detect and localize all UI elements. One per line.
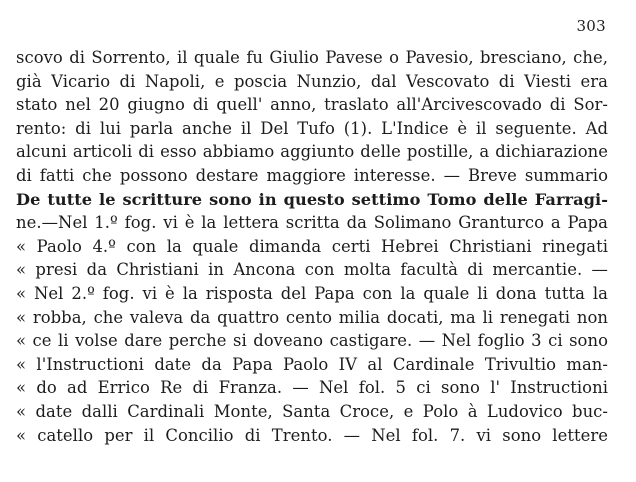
text-line: ne.—Nel 1.º fog. vi è la lettera scritta da Solimano Granturco a Papa <box>16 213 608 233</box>
bold-title-line: De tutte le scritture sono in questo settimo Tomo delle Farragi- <box>16 189 608 209</box>
quoted-line: « Nel 2.º fog. vi è la risposta del Papa con la quale li dona tutta la <box>16 283 608 303</box>
quoted-line: « catello per il Concilio di Trento. — Nel fol. 7. vi sono lettere <box>16 425 608 445</box>
quoted-line: « do ad Errico Re di Franza. — Nel fol. 5 ci sono l' Instructioni <box>16 378 608 398</box>
text-line: di fatti che possono destare maggiore interesse. — Breve summario <box>16 165 608 185</box>
quoted-line: « ce li volse dare perche si doveano castigare. — Nel foglio 3 ci sono <box>16 331 608 351</box>
text-line: stato nel 20 giugno di quell' anno, traslato all'Arcivescovado di Sor- <box>16 95 608 115</box>
quoted-line: « date dalli Cardinali Monte, Santa Croce, e Polo à Ludovico buc- <box>16 401 608 421</box>
text-line: rento: di lui parla anche il Del Tufo (1). L'Indice è il seguente. Ad <box>16 118 608 138</box>
quoted-line: « robba, che valeva da quattro cento milia docati, ma li renegati non <box>16 307 608 327</box>
quoted-line: « presi da Christiani in Ancona con molta facultà di mercantie. — <box>16 260 608 280</box>
text-line: alcuni articoli di esso abbiamo aggiunto delle postille, a dichiarazione <box>16 142 608 162</box>
quoted-line: « Paolo 4.º con la quale dimanda certi Hebrei Christiani rinegati <box>16 236 608 256</box>
quoted-line: « l'Instructioni date da Papa Paolo IV al Cardinale Trivultio man- <box>16 354 608 374</box>
text-line: già Vicario di Napoli, e poscia Nunzio, dal Vescovato di Viesti era <box>16 71 608 91</box>
body-text <box>16 46 608 447</box>
text-line: scovo di Sorrento, il quale fu Giulio Pavese o Pavesio, bresciano, che, <box>16 48 608 67</box>
page-number: 303 <box>576 17 606 35</box>
